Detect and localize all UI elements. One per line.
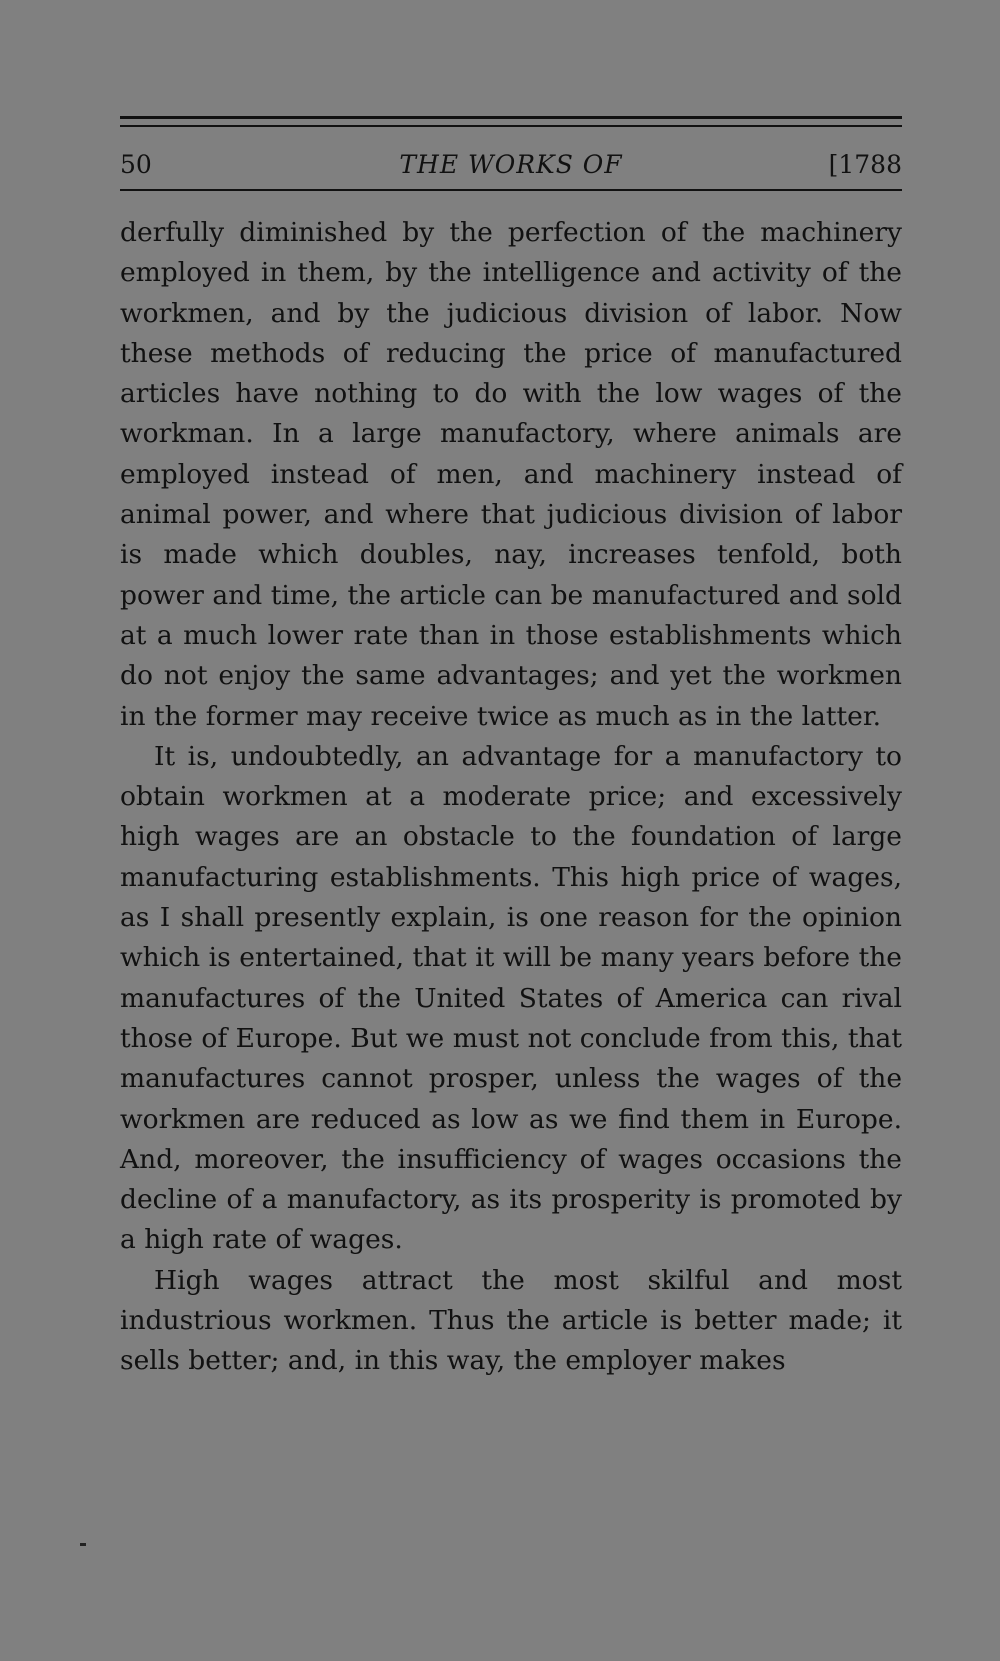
running-head (120, 145, 902, 185)
paragraph: High wages attract the most skilful and most industrious workmen. Thus the article is better made; it sells better; and, in this way, the employer makes (120, 1264, 902, 1377)
paragraph-continued: derfully diminished by the perfection of the machinery employed in them, by the intelligence and activity of the workmen, and by the judicious division of labor. Now these methods of reducing the price of manufactured articles have nothing to do with the low wages of the workman. In a large manufactory, where animals are employed instead of men, and machinery instead of animal power, and where that judicious division of labor is made which doubles, nay, increases tenfold, both power and time, the article can be manufactured and sold at a much lower rate than in those establishments which do not enjoy the same advantages; and yet the workmen in the former may receive twice as much as in the latter. (120, 217, 902, 732)
running-year: [1788 (828, 150, 902, 179)
header-double-rule (120, 116, 902, 127)
running-title: THE WORKS OF (399, 150, 623, 179)
page-speck (80, 1543, 86, 1546)
page-number: 50 (120, 150, 152, 179)
book-page (120, 116, 902, 1382)
header-rule (120, 189, 902, 191)
body-text (120, 213, 902, 1382)
paragraph: It is, undoubtedly, an advantage for a manufactory to obtain workmen at a moderate price; and excessively high wages are an obstacle to the foundation of large manufacturing establishments. This high price of wages, as I shall presently explain, is one reason for the opinion which is entertained, that it will be many years before the manufactures of the United States of America can rival those of Europe. But we must not conclude from this, that manufactures cannot prosper, unless the wages of the workmen are reduced as low as we find them in Europe. And, moreover, the insufficiency of wages occasions the decline of a manufactory, as its prosperity is promoted by a high rate of wages. (120, 740, 902, 1256)
